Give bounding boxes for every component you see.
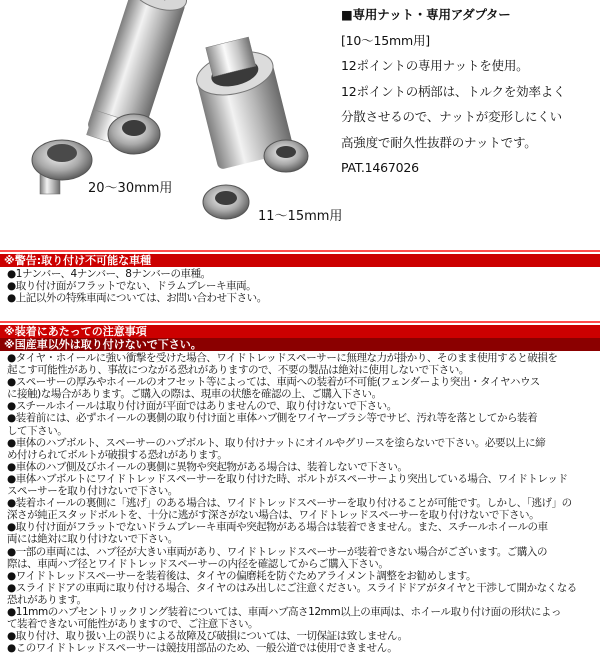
open-lug-nut-image (108, 114, 160, 154)
list-item: ●スチールホイールは取り付け面が平面ではありませんので、取り付けないで下さい。 (7, 400, 397, 413)
spec-block (341, 2, 597, 181)
list-item: て装着できない可能性がありますので、ご注意下さい。 (7, 618, 259, 631)
caution-subheader: ※国産車以外は取り付けないで下さい。 (0, 338, 600, 351)
list-item: ●取り付け面がフラットでないドラムブレーキ車両や突起物がある場合は装着できません。また、スチールホイールの車 (7, 521, 548, 534)
list-item: して下さい。 (7, 424, 68, 437)
warning-list (7, 268, 597, 304)
list-item: ●このワイドトレッドスペーサーは競技用部品のため、一般公道では使用できません。 (7, 642, 398, 655)
list-item: ●車体のハブ側及びホイールの裏側に異物や突起物がある場合は、装着しないで下さい。 (7, 460, 408, 473)
section-divider (0, 321, 600, 323)
spec-patent: PAT.1467026 (341, 160, 419, 175)
list-item: ●ワイドトレッドスペーサーを装着後は、タイヤの偏磨耗を防ぐためアライメント調整をお勧めします。 (7, 569, 477, 582)
caution-list (7, 352, 597, 654)
list-item: め付けられてボルトが破損する恐れがあります。 (7, 448, 228, 461)
product-photo (0, 0, 336, 240)
section-divider (0, 250, 600, 252)
caption-11-15mm: 11～15mm用 (258, 209, 343, 224)
list-item: 両には絶対に取り付けないで下さい。 (7, 533, 178, 546)
list-item: ●車体のハブボルト、スペーサーのハブボルト、取り付けナットにオイルやグリースを塗らないで下さい。必要以上に締 (7, 436, 546, 449)
caption-20-30mm: 20～30mm用 (88, 181, 173, 196)
list-item: ●上記以外の特殊車両については、お問い合わせ下さい。 (7, 292, 267, 305)
warning-header: ※警告:取り付け不可能な車種 (0, 254, 600, 267)
spec-title: ■専用ナット・専用アダプター (341, 7, 511, 22)
spec-line: 12ポイントの柄部は、トルクを効率よく (341, 83, 566, 99)
small-nut-image (203, 185, 249, 219)
list-item: ●11mmのハブセントリックリング装着については、車両ハブ高さ12mm以上の車両は、ホイール取り付け面の形状によっ (7, 605, 561, 618)
list-item: スペーサーを取り付けないで下さい。 (7, 485, 178, 498)
list-item: ●車体ハブボルトにワイドトレッドスペーサーを取り付けた時、ボルトがスペーサーより突出している場合、ワイドトレッド (7, 472, 568, 485)
list-item: 深さが純正スタッドボルトを、十分に逃がす深さがない場合は、ワイドトレッドスペーサーを取り付けないで下さい。 (7, 509, 540, 522)
list-item: ●取り付け面がフラットでない、ドラムブレーキ車両。 (7, 280, 257, 293)
caution-header: ※装着にあたっての注意事項 (0, 325, 600, 338)
spec-range: [10～15mm用] (341, 32, 430, 48)
list-item: ●取り付け、取り扱い上の誤りによる故障及び破損については、一切保証は致しません。 (7, 630, 408, 643)
list-item: ●タイヤ・ホイールに強い衝撃を受けた場合、ワイドトレッドスペーサーに無理な力が掛かり、そのまま使用すると破損を (7, 352, 558, 364)
list-item: ●一部の車両には、ハブ径が大きい車両があり、ワイドトレッドスペーサーが装着できない場合がございます。ご購入の (7, 545, 547, 558)
list-item: ●スライドドアの車両に取り付ける場合、タイヤのはみ出しにご注意ください。スライドドアがタイヤと干渉して開かなくなる (7, 581, 577, 594)
list-item: 恐れがあります。 (7, 593, 87, 606)
spec-line: 分散させるので、ナットが変形しにくい (341, 109, 562, 124)
list-item: 際は、車両ハブ径とワイドトレッドスペーサーの内径を確認してからご購入下さい。 (7, 557, 389, 570)
list-item: ●1ナンバー、4ナンバー、8ナンバーの車種。 (7, 268, 211, 280)
small-nut-image (264, 140, 308, 172)
list-item: 起こす可能性があり、事故につながる恐れがありますので、不要の製品は絶対に使用しないで下さい。 (7, 364, 469, 377)
spec-line: 高強度で耐久性抜群のナットです。 (341, 134, 537, 150)
list-item: ●スペーサーの厚みやホイールのオフセット等によっては、車両への装着が不可能(フェンダーより突出・タイヤハウス (7, 376, 540, 389)
list-item: ●装着ホイールの裏側に「逃げ」のある場合は、ワイドトレッドスペーサーを取り付けることが可能です。しかし、「逃げ」の (7, 497, 572, 510)
list-item: に接触)な場合があります。ご購入の際は、現車の状態を確認の上、ご購入下さい。 (7, 388, 382, 401)
spec-line: 12ポイントの専用ナットを使用。 (341, 58, 529, 73)
list-item: ●装着前には、必ずホイールの裏側の取り付け面と車体ハブ側をワイヤーブラシ等でサビ、汚れ等を落としてから装着 (7, 412, 538, 425)
